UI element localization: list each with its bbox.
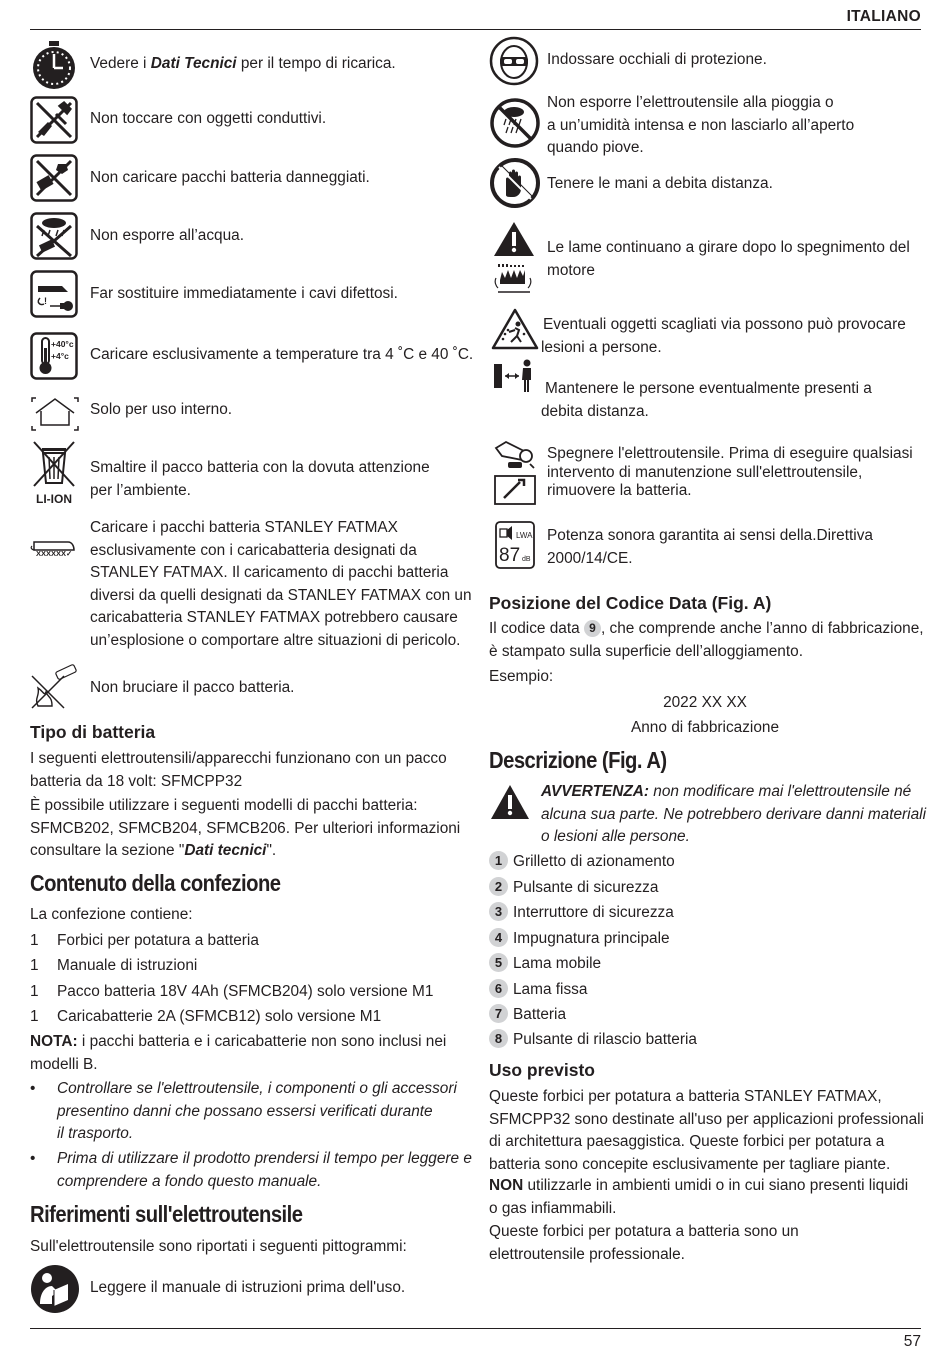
- warning-icon: [490, 784, 530, 820]
- tool-markings-heading: Riferimenti sull'elettroutensile: [30, 1201, 303, 1227]
- no-water-icon: [30, 212, 78, 260]
- pictogram-text: Spegnere l'elettroutensile. Prima di eseguire qualsiasi intervento di manutenzione sull'elettroutensile, rimuovere la batteria.: [547, 445, 913, 499]
- tool-markings-intro: Sull'elettroutensile sono riportati i seguenti pittogrammi:: [30, 1238, 407, 1255]
- indoor-house-icon: [30, 395, 80, 433]
- battery-type-paragraph-2: È possibile utilizzare i seguenti modelli di pacchi batteria: SFMCB202, SFMCB204, SFMCB206. Per ulteriori informazioni consultare la sezione "Dati tecnici".: [30, 797, 461, 859]
- pictogram-text: Non toccare con oggetti conduttivi.: [90, 110, 327, 127]
- list-item: 8 Pulsante di rilascio batteria: [489, 1029, 697, 1052]
- pictogram-text: Caricare i pacchi batteria STANLEY FATMAX esclusivamente con i caricabatteria designati da STANLEY FATMAX. Il caricamento di pacchi batteria diversi da quelli designati da STANLEY FATMAX con un caricabatteria STANLEY FATMAX potrebbero causare un’esplosione o comportare altre situazioni di pericolo.: [90, 519, 472, 649]
- list-item: 3 Interruttore di sicurezza: [489, 902, 674, 925]
- package-intro: La confezione contiene:: [30, 906, 193, 923]
- pictogram-text: Non bruciare il pacco batteria.: [90, 679, 295, 696]
- date-code-example-label: Esempio:: [489, 668, 554, 685]
- pictogram-text: Tenere le mani a debita distanza.: [547, 175, 773, 192]
- pictogram-text: Far sostituire immediatamente i cavi difettosi.: [90, 285, 398, 302]
- sound-value-label: 87: [499, 545, 521, 566]
- svg-text:!: !: [44, 296, 47, 306]
- date-code-heading: Posizione del Codice Data (Fig. A): [489, 593, 772, 613]
- callout-badge: 1: [489, 851, 508, 870]
- pictogram-text: Mantenere le persone eventualmente presenti a debita distanza.: [541, 380, 872, 420]
- pictogram-text: Le lame continuano a girare dopo lo spegnimento del motore: [547, 239, 910, 279]
- intended-use-heading: Uso previsto: [489, 1060, 595, 1080]
- crossed-bin-icon: [30, 440, 78, 506]
- page-number: 57: [903, 1333, 921, 1350]
- pictogram-text: Leggere il manuale di istruzioni prima dell'uso.: [90, 1279, 406, 1296]
- flying-objects-icon: [491, 308, 539, 350]
- no-burn-battery-icon: [30, 664, 80, 710]
- intended-use-paragraph-3: Queste forbici per potatura a batteria sono un elettroutensile professionale.: [489, 1223, 799, 1263]
- header-language: ITALIANO: [846, 8, 921, 25]
- callout-badge: 4: [489, 928, 508, 947]
- list-item: 2 Pulsante di sicurezza: [489, 877, 658, 900]
- pictogram-text: Solo per uso interno.: [90, 401, 233, 418]
- description-heading: Descrizione (Fig. A): [489, 747, 667, 773]
- thermometer-icon: [30, 332, 78, 380]
- description-warning: AVVERTENZA: non modificare mai l'elettroutensile né alcuna sua parte. Ne potrebbero derivare danni materiali o lesioni alle persone.: [541, 783, 926, 845]
- pictogram-text: Non esporre l’elettroutensile alla pioggia o a un’umidità intensa e non lasciarlo all’aperto quando piove.: [547, 94, 855, 156]
- read-manual-icon: [30, 1264, 80, 1314]
- list-item: 4 Impugnatura principale: [489, 928, 670, 951]
- pictogram-text: Non caricare pacchi batteria danneggiati.: [90, 169, 370, 186]
- pictogram-text: Eventuali oggetti scagliati via possono può provocare lesioni a persone.: [541, 316, 906, 356]
- sound-lwa-label: LWA: [516, 531, 533, 540]
- stopwatch-icon: [30, 40, 78, 90]
- keep-distance-icon: [491, 358, 537, 394]
- footer-rule: [30, 1328, 921, 1329]
- sound-unit-label: dB: [522, 556, 531, 563]
- callout-badge: 9: [584, 620, 601, 637]
- intended-use-paragraph-1: Queste forbici per potatura a batteria STANLEY FATMAX, SFMCPP32 sono destinate all'uso per applicazioni professionali di architettura paesaggistica. Queste forbici per potatura a batteria sono concepite esclusivamente per tagliare piante.: [489, 1088, 924, 1173]
- sound-power-icon: [495, 521, 535, 569]
- warning-blades-icon: [492, 220, 536, 300]
- battery-type-paragraph-1: I seguenti elettroutensili/apparecchi funzionano con un pacco batteria da 18 volt: SFMCPP32: [30, 750, 447, 790]
- callout-badge: 3: [489, 902, 508, 921]
- charger-label: XXXXXX✓: [36, 549, 73, 558]
- header-rule: [30, 29, 921, 30]
- pictogram-text: Caricare esclusivamente a temperature tra 4 ˚C e 40 ˚C.: [90, 346, 474, 363]
- thermometer-max-label: +40°c: [51, 339, 74, 349]
- callout-badge: 5: [489, 953, 508, 972]
- maintenance-icon: [490, 438, 540, 508]
- intended-use-paragraph-2: NON utilizzarle in ambienti umidi o in cui siano presenti liquidi o gas infiammabili.: [489, 1177, 909, 1217]
- callout-badge: 6: [489, 979, 508, 998]
- pictogram-text: Potenza sonora garantita ai sensi della.Direttiva 2000/14/CE.: [547, 527, 873, 567]
- keep-hands-away-icon: [489, 157, 541, 209]
- list-item: 1 Grilletto di azionamento: [489, 851, 675, 874]
- date-code-example: 2022 XX XX: [663, 694, 747, 711]
- date-code-paragraph: Il codice data 9 , che comprende anche l’anno di fabbricazione, è stampato sulla superficie dell’alloggiamento.: [489, 620, 924, 660]
- pictogram-text: Non esporre all’acqua.: [90, 227, 244, 244]
- no-damaged-battery-icon: [30, 154, 78, 202]
- callout-badge: 2: [489, 877, 508, 896]
- no-rain-icon: [489, 97, 541, 149]
- callout-badge: 7: [489, 1004, 508, 1023]
- package-contents-heading: Contenuto della confezione: [30, 870, 281, 896]
- thermometer-min-label: +4°c: [51, 351, 69, 361]
- package-note: NOTA: i pacchi batteria e i caricabatterie non sono inclusi nei modelli B.: [30, 1033, 447, 1073]
- pictogram-text: Vedere i Dati Tecnici per il tempo di ricarica.: [90, 55, 396, 72]
- li-ion-label: LI-ION: [36, 492, 72, 506]
- battery-type-heading: Tipo di batteria: [30, 722, 156, 742]
- pictogram-text: Smaltire il pacco batteria con la dovuta attenzione per l’ambiente.: [90, 459, 430, 499]
- list-item: 6 Lama fissa: [489, 979, 587, 1002]
- callout-badge: 8: [489, 1029, 508, 1048]
- list-item: 5 Lama mobile: [489, 953, 601, 976]
- charger-icon: [30, 528, 80, 558]
- pictogram-text: Indossare occhiali di protezione.: [547, 51, 767, 68]
- safety-glasses-icon: [489, 36, 539, 86]
- replace-cables-icon: [30, 270, 78, 318]
- date-code-caption: Anno di fabbricazione: [630, 719, 780, 736]
- no-conductive-objects-icon: [30, 96, 78, 144]
- list-item: 7 Batteria: [489, 1004, 566, 1027]
